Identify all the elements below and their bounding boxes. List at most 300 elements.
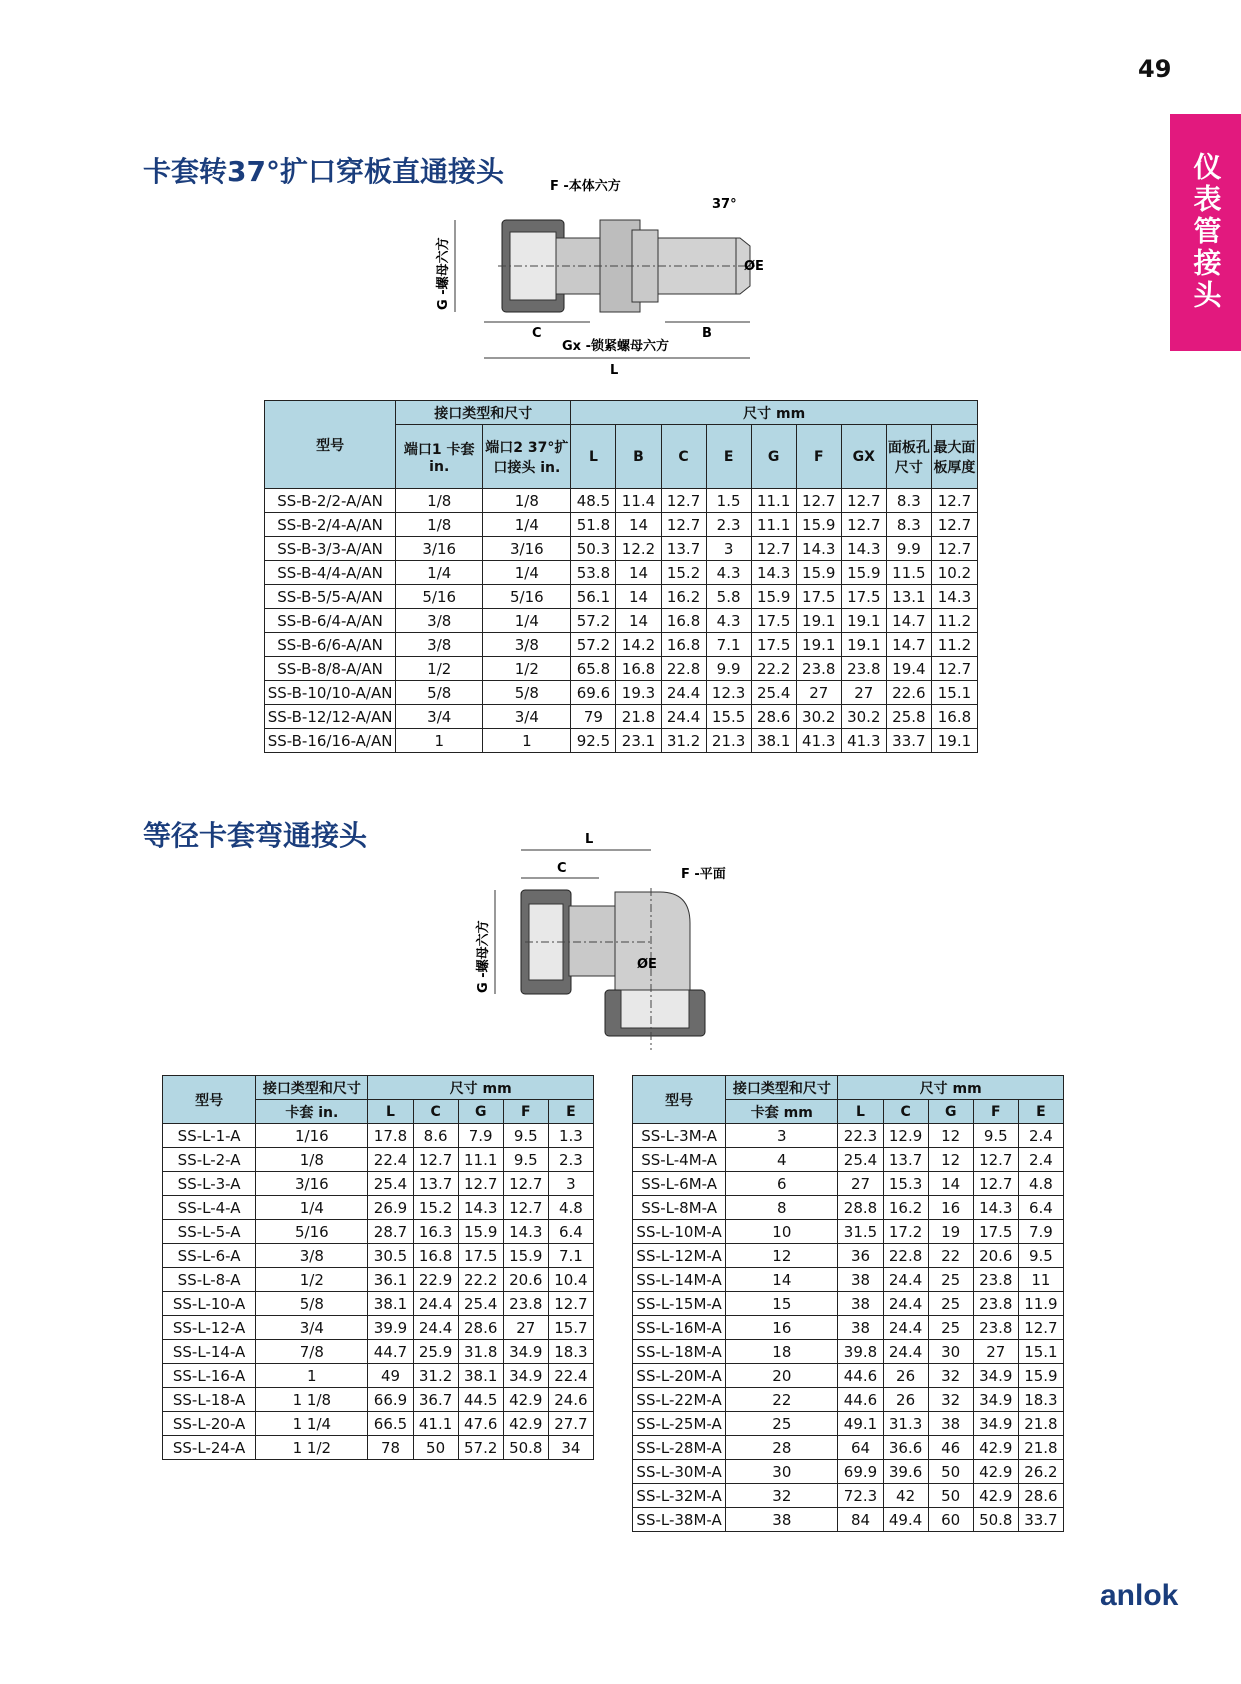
value-cell: 3 xyxy=(548,1172,593,1196)
value-cell: 2.4 xyxy=(1018,1124,1063,1148)
value-cell: 66.5 xyxy=(368,1412,413,1436)
value-cell: 25.4 xyxy=(838,1148,883,1172)
col-dim: B xyxy=(616,425,661,489)
value-cell: 28.6 xyxy=(751,705,796,729)
value-cell: 12.7 xyxy=(1018,1316,1063,1340)
value-cell: 1 xyxy=(256,1364,368,1388)
value-cell: 44.6 xyxy=(838,1388,883,1412)
model-cell: SS-L-18M-A xyxy=(633,1340,726,1364)
side-tab-label: 仪表管接头 xyxy=(1189,152,1223,312)
col-port: 卡套 mm xyxy=(726,1100,838,1124)
value-cell: 39.6 xyxy=(883,1460,928,1484)
table-row xyxy=(633,1436,1064,1460)
value-cell: 12.7 xyxy=(413,1148,458,1172)
value-cell: 19.3 xyxy=(616,681,661,705)
value-cell: 1/8 xyxy=(396,513,483,537)
value-cell: 1.5 xyxy=(706,489,751,513)
table-row xyxy=(163,1268,594,1292)
value-cell: 30 xyxy=(928,1340,973,1364)
label-e: ØE xyxy=(637,957,657,972)
table-row xyxy=(163,1292,594,1316)
value-cell: 14.3 xyxy=(503,1220,548,1244)
value-cell: 9.5 xyxy=(503,1148,548,1172)
table-row xyxy=(265,705,978,729)
value-cell: 14.3 xyxy=(796,537,841,561)
value-cell: 13.7 xyxy=(661,537,706,561)
value-cell: 8.3 xyxy=(886,489,931,513)
value-cell: 32 xyxy=(726,1484,838,1508)
section2-title: 等径卡套弯通接头 xyxy=(143,819,368,852)
table-row xyxy=(633,1388,1064,1412)
value-cell: 34.9 xyxy=(503,1364,548,1388)
model-cell: SS-L-28M-A xyxy=(633,1436,726,1460)
col-dim: 面板孔尺寸 xyxy=(886,425,931,489)
value-cell: 20.6 xyxy=(503,1268,548,1292)
value-cell: 24.4 xyxy=(883,1316,928,1340)
model-cell: SS-L-18-A xyxy=(163,1388,256,1412)
value-cell: 1/8 xyxy=(483,489,571,513)
model-cell: SS-L-20M-A xyxy=(633,1364,726,1388)
model-cell: SS-L-24-A xyxy=(163,1436,256,1460)
value-cell: 72.3 xyxy=(838,1484,883,1508)
value-cell: 14 xyxy=(616,513,661,537)
table-row xyxy=(163,1412,594,1436)
table-row xyxy=(633,1172,1064,1196)
value-cell: 16.3 xyxy=(413,1220,458,1244)
value-cell: 14.7 xyxy=(886,633,931,657)
value-cell: 47.6 xyxy=(458,1412,503,1436)
model-cell: SS-L-14-A xyxy=(163,1340,256,1364)
table-row xyxy=(265,513,978,537)
elbow-diagram xyxy=(465,828,765,1063)
elbow-metric-table xyxy=(632,1075,1064,1532)
table-row xyxy=(633,1148,1064,1172)
model-cell: SS-B-2/2-A/AN xyxy=(265,489,396,513)
value-cell: 22 xyxy=(726,1388,838,1412)
value-cell: 9.5 xyxy=(1018,1244,1063,1268)
value-cell: 19 xyxy=(928,1220,973,1244)
value-cell: 27 xyxy=(503,1316,548,1340)
value-cell: 26.2 xyxy=(1018,1460,1063,1484)
value-cell: 12.7 xyxy=(931,489,977,513)
value-cell: 16 xyxy=(928,1196,973,1220)
value-cell: 12.7 xyxy=(841,513,886,537)
value-cell: 15.9 xyxy=(458,1220,503,1244)
value-cell: 30.5 xyxy=(368,1244,413,1268)
value-cell: 1/8 xyxy=(396,489,483,513)
value-cell: 42.9 xyxy=(503,1412,548,1436)
value-cell: 1 1/8 xyxy=(256,1388,368,1412)
value-cell: 15.9 xyxy=(751,585,796,609)
col-dim: 最大面板厚度 xyxy=(931,425,977,489)
value-cell: 27.7 xyxy=(548,1412,593,1436)
value-cell: 53.8 xyxy=(571,561,616,585)
table-row xyxy=(265,681,978,705)
value-cell: 7.9 xyxy=(458,1124,503,1148)
value-cell: 7.1 xyxy=(548,1244,593,1268)
value-cell: 11 xyxy=(1018,1268,1063,1292)
value-cell: 4.8 xyxy=(548,1196,593,1220)
table-row xyxy=(633,1220,1064,1244)
value-cell: 10.4 xyxy=(548,1268,593,1292)
value-cell: 36 xyxy=(838,1244,883,1268)
value-cell: 14 xyxy=(616,609,661,633)
value-cell: 38.1 xyxy=(368,1292,413,1316)
value-cell: 3/8 xyxy=(396,609,483,633)
value-cell: 22.6 xyxy=(886,681,931,705)
value-cell: 15.3 xyxy=(883,1172,928,1196)
value-cell: 79 xyxy=(571,705,616,729)
value-cell: 11.9 xyxy=(1018,1292,1063,1316)
value-cell: 24.4 xyxy=(661,705,706,729)
value-cell: 1/16 xyxy=(256,1124,368,1148)
model-cell: SS-L-6M-A xyxy=(633,1172,726,1196)
value-cell: 19.1 xyxy=(841,609,886,633)
label-g: G -螺母六方 xyxy=(436,237,451,310)
model-cell: SS-L-12-A xyxy=(163,1316,256,1340)
value-cell: 11.4 xyxy=(616,489,661,513)
value-cell: 13.7 xyxy=(883,1148,928,1172)
value-cell: 25 xyxy=(928,1316,973,1340)
value-cell: 12.7 xyxy=(661,489,706,513)
value-cell: 78 xyxy=(368,1436,413,1460)
model-cell: SS-L-16M-A xyxy=(633,1316,726,1340)
value-cell: 23.8 xyxy=(841,657,886,681)
value-cell: 7/8 xyxy=(256,1340,368,1364)
table-row xyxy=(163,1244,594,1268)
value-cell: 15.9 xyxy=(841,561,886,585)
table-row xyxy=(633,1460,1064,1484)
value-cell: 12.7 xyxy=(503,1196,548,1220)
page-number: 49 xyxy=(1138,55,1172,83)
value-cell: 48.5 xyxy=(571,489,616,513)
value-cell: 18.3 xyxy=(548,1340,593,1364)
col-model: 型号 xyxy=(633,1076,726,1124)
value-cell: 12.7 xyxy=(931,513,977,537)
value-cell: 69.9 xyxy=(838,1460,883,1484)
value-cell: 18 xyxy=(726,1340,838,1364)
value-cell: 16.2 xyxy=(661,585,706,609)
col-dim: G xyxy=(458,1100,503,1124)
value-cell: 14.3 xyxy=(841,537,886,561)
value-cell: 15.2 xyxy=(661,561,706,585)
value-cell: 24.6 xyxy=(548,1388,593,1412)
value-cell: 1 1/2 xyxy=(256,1436,368,1460)
value-cell: 12.7 xyxy=(931,657,977,681)
value-cell: 22.2 xyxy=(751,657,796,681)
value-cell: 2.3 xyxy=(706,513,751,537)
model-cell: SS-B-6/4-A/AN xyxy=(265,609,396,633)
value-cell: 12.3 xyxy=(706,681,751,705)
value-cell: 16 xyxy=(726,1316,838,1340)
col-dim: E xyxy=(1018,1100,1063,1124)
value-cell: 20.6 xyxy=(973,1244,1018,1268)
value-cell: 23.8 xyxy=(973,1292,1018,1316)
value-cell: 17.5 xyxy=(751,609,796,633)
table-row xyxy=(633,1364,1064,1388)
label-e: ØE xyxy=(744,259,764,274)
value-cell: 1/4 xyxy=(396,561,483,585)
value-cell: 4.8 xyxy=(1018,1172,1063,1196)
value-cell: 30.2 xyxy=(841,705,886,729)
model-cell: SS-L-8M-A xyxy=(633,1196,726,1220)
value-cell: 8.6 xyxy=(413,1124,458,1148)
value-cell: 1/4 xyxy=(483,561,571,585)
model-cell: SS-L-25M-A xyxy=(633,1412,726,1436)
model-cell: SS-L-8-A xyxy=(163,1268,256,1292)
col-dim-group: 尺寸 mm xyxy=(838,1076,1064,1100)
value-cell: 12.7 xyxy=(973,1172,1018,1196)
table-row xyxy=(265,729,978,753)
value-cell: 6.4 xyxy=(1018,1196,1063,1220)
col-dim: L xyxy=(571,425,616,489)
value-cell: 15.9 xyxy=(796,561,841,585)
value-cell: 1/4 xyxy=(483,513,571,537)
model-cell: SS-L-4M-A xyxy=(633,1148,726,1172)
value-cell: 22.4 xyxy=(368,1148,413,1172)
table-row xyxy=(633,1484,1064,1508)
value-cell: 39.8 xyxy=(838,1340,883,1364)
value-cell: 5.8 xyxy=(706,585,751,609)
value-cell: 57.2 xyxy=(571,609,616,633)
value-cell: 5/8 xyxy=(256,1292,368,1316)
label-gx: Gx -锁紧螺母六方 xyxy=(562,339,669,354)
value-cell: 5/8 xyxy=(483,681,571,705)
value-cell: 50.8 xyxy=(973,1508,1018,1532)
value-cell: 39.9 xyxy=(368,1316,413,1340)
value-cell: 50 xyxy=(928,1460,973,1484)
value-cell: 32 xyxy=(928,1388,973,1412)
value-cell: 23.1 xyxy=(616,729,661,753)
model-cell: SS-B-8/8-A/AN xyxy=(265,657,396,681)
value-cell: 14 xyxy=(616,585,661,609)
value-cell: 1/4 xyxy=(256,1196,368,1220)
label-b: B xyxy=(702,326,712,341)
model-cell: SS-L-1-A xyxy=(163,1124,256,1148)
value-cell: 14 xyxy=(616,561,661,585)
value-cell: 16.2 xyxy=(883,1196,928,1220)
value-cell: 27 xyxy=(973,1340,1018,1364)
value-cell: 41.3 xyxy=(796,729,841,753)
value-cell: 15 xyxy=(726,1292,838,1316)
value-cell: 24.4 xyxy=(661,681,706,705)
col-dim: C xyxy=(883,1100,928,1124)
value-cell: 27 xyxy=(841,681,886,705)
col-port-group: 接口类型和尺寸 xyxy=(396,401,571,425)
value-cell: 5/16 xyxy=(396,585,483,609)
value-cell: 24.4 xyxy=(413,1292,458,1316)
label-g: G -螺母六方 xyxy=(476,920,491,993)
table-row xyxy=(163,1340,594,1364)
model-cell: SS-B-10/10-A/AN xyxy=(265,681,396,705)
value-cell: 31.2 xyxy=(413,1364,458,1388)
model-cell: SS-L-6-A xyxy=(163,1244,256,1268)
value-cell: 3/8 xyxy=(396,633,483,657)
value-cell: 25.9 xyxy=(413,1340,458,1364)
value-cell: 34.9 xyxy=(503,1340,548,1364)
model-cell: SS-B-6/6-A/AN xyxy=(265,633,396,657)
col-dim: GX xyxy=(841,425,886,489)
value-cell: 14.3 xyxy=(973,1196,1018,1220)
value-cell: 9.9 xyxy=(886,537,931,561)
col-dim: F xyxy=(503,1100,548,1124)
label-c: C xyxy=(532,326,542,341)
value-cell: 5/8 xyxy=(396,681,483,705)
value-cell: 17.5 xyxy=(751,633,796,657)
model-cell: SS-L-16-A xyxy=(163,1364,256,1388)
value-cell: 15.9 xyxy=(796,513,841,537)
label-l: L xyxy=(585,832,594,847)
value-cell: 57.2 xyxy=(571,633,616,657)
value-cell: 19.4 xyxy=(886,657,931,681)
value-cell: 22.2 xyxy=(458,1268,503,1292)
value-cell: 2.3 xyxy=(548,1148,593,1172)
value-cell: 17.5 xyxy=(973,1220,1018,1244)
value-cell: 13.1 xyxy=(886,585,931,609)
value-cell: 21.3 xyxy=(706,729,751,753)
value-cell: 3/16 xyxy=(396,537,483,561)
model-cell: SS-L-14M-A xyxy=(633,1268,726,1292)
value-cell: 9.5 xyxy=(503,1124,548,1148)
value-cell: 3/16 xyxy=(256,1172,368,1196)
value-cell: 6.4 xyxy=(548,1220,593,1244)
value-cell: 31.3 xyxy=(883,1412,928,1436)
table-row xyxy=(265,561,978,585)
col-dim: F xyxy=(796,425,841,489)
value-cell: 33.7 xyxy=(886,729,931,753)
table-row xyxy=(163,1124,594,1148)
value-cell: 1/2 xyxy=(396,657,483,681)
label-f: F -平面 xyxy=(681,867,726,882)
value-cell: 12.7 xyxy=(973,1148,1018,1172)
value-cell: 11.1 xyxy=(458,1148,503,1172)
value-cell: 15.9 xyxy=(503,1244,548,1268)
value-cell: 12.7 xyxy=(796,489,841,513)
col-dim: G xyxy=(928,1100,973,1124)
value-cell: 1 1/4 xyxy=(256,1412,368,1436)
value-cell: 12.7 xyxy=(841,489,886,513)
value-cell: 15.9 xyxy=(1018,1364,1063,1388)
value-cell: 8.3 xyxy=(886,513,931,537)
value-cell: 42.9 xyxy=(973,1436,1018,1460)
value-cell: 3/4 xyxy=(256,1316,368,1340)
col-dim: F xyxy=(973,1100,1018,1124)
value-cell: 14 xyxy=(726,1268,838,1292)
col-dim: C xyxy=(413,1100,458,1124)
value-cell: 14.3 xyxy=(751,561,796,585)
value-cell: 14.3 xyxy=(931,585,977,609)
value-cell: 42.9 xyxy=(973,1484,1018,1508)
value-cell: 11.1 xyxy=(751,513,796,537)
value-cell: 15.2 xyxy=(413,1196,458,1220)
col-model: 型号 xyxy=(163,1076,256,1124)
value-cell: 10 xyxy=(726,1220,838,1244)
table-row xyxy=(633,1412,1064,1436)
value-cell: 18.3 xyxy=(1018,1388,1063,1412)
value-cell: 32 xyxy=(928,1364,973,1388)
value-cell: 16.8 xyxy=(931,705,977,729)
value-cell: 9.5 xyxy=(973,1124,1018,1148)
value-cell: 60 xyxy=(928,1508,973,1532)
value-cell: 12 xyxy=(928,1148,973,1172)
value-cell: 27 xyxy=(838,1172,883,1196)
value-cell: 36.1 xyxy=(368,1268,413,1292)
value-cell: 1 xyxy=(483,729,571,753)
value-cell: 65.8 xyxy=(571,657,616,681)
value-cell: 19.1 xyxy=(841,633,886,657)
value-cell: 4.3 xyxy=(706,561,751,585)
value-cell: 27 xyxy=(796,681,841,705)
col-port-group: 接口类型和尺寸 xyxy=(256,1076,368,1100)
value-cell: 14 xyxy=(928,1172,973,1196)
value-cell: 44.6 xyxy=(838,1364,883,1388)
value-cell: 7.9 xyxy=(1018,1220,1063,1244)
value-cell: 1.3 xyxy=(548,1124,593,1148)
value-cell: 3/8 xyxy=(256,1244,368,1268)
table-row xyxy=(633,1124,1064,1148)
value-cell: 38 xyxy=(838,1316,883,1340)
value-cell: 50.3 xyxy=(571,537,616,561)
table-row xyxy=(163,1172,594,1196)
value-cell: 22.8 xyxy=(661,657,706,681)
value-cell: 12.7 xyxy=(661,513,706,537)
value-cell: 12.2 xyxy=(616,537,661,561)
value-cell: 16.8 xyxy=(413,1244,458,1268)
value-cell: 19.1 xyxy=(796,633,841,657)
model-cell: SS-L-10-A xyxy=(163,1292,256,1316)
value-cell: 16.8 xyxy=(661,633,706,657)
model-cell: SS-L-32M-A xyxy=(633,1484,726,1508)
value-cell: 28 xyxy=(726,1436,838,1460)
value-cell: 17.5 xyxy=(458,1244,503,1268)
bulkhead-union-table xyxy=(264,400,978,753)
table-row xyxy=(163,1316,594,1340)
value-cell: 2.4 xyxy=(1018,1148,1063,1172)
value-cell: 44.5 xyxy=(458,1388,503,1412)
value-cell: 9.9 xyxy=(706,657,751,681)
value-cell: 34 xyxy=(548,1436,593,1460)
table-row xyxy=(265,585,978,609)
value-cell: 25 xyxy=(928,1268,973,1292)
table-row xyxy=(633,1340,1064,1364)
value-cell: 24.4 xyxy=(883,1292,928,1316)
value-cell: 11.1 xyxy=(751,489,796,513)
value-cell: 12.7 xyxy=(931,537,977,561)
table-row xyxy=(163,1364,594,1388)
value-cell: 38.1 xyxy=(751,729,796,753)
value-cell: 23.8 xyxy=(973,1268,1018,1292)
col-model: 型号 xyxy=(265,401,396,489)
value-cell: 11.2 xyxy=(931,633,977,657)
table-row xyxy=(265,657,978,681)
value-cell: 26 xyxy=(883,1388,928,1412)
model-cell: SS-L-10M-A xyxy=(633,1220,726,1244)
value-cell: 38 xyxy=(838,1268,883,1292)
value-cell: 3 xyxy=(706,537,751,561)
value-cell: 3/4 xyxy=(483,705,571,729)
value-cell: 12 xyxy=(928,1124,973,1148)
value-cell: 1/2 xyxy=(483,657,571,681)
model-cell: SS-L-38M-A xyxy=(633,1508,726,1532)
col-dim: E xyxy=(548,1100,593,1124)
model-cell: SS-L-3M-A xyxy=(633,1124,726,1148)
value-cell: 38 xyxy=(838,1292,883,1316)
elbow-inch-table xyxy=(162,1075,594,1460)
value-cell: 25 xyxy=(928,1292,973,1316)
value-cell: 36.7 xyxy=(413,1388,458,1412)
model-cell: SS-L-2-A xyxy=(163,1148,256,1172)
value-cell: 10.2 xyxy=(931,561,977,585)
